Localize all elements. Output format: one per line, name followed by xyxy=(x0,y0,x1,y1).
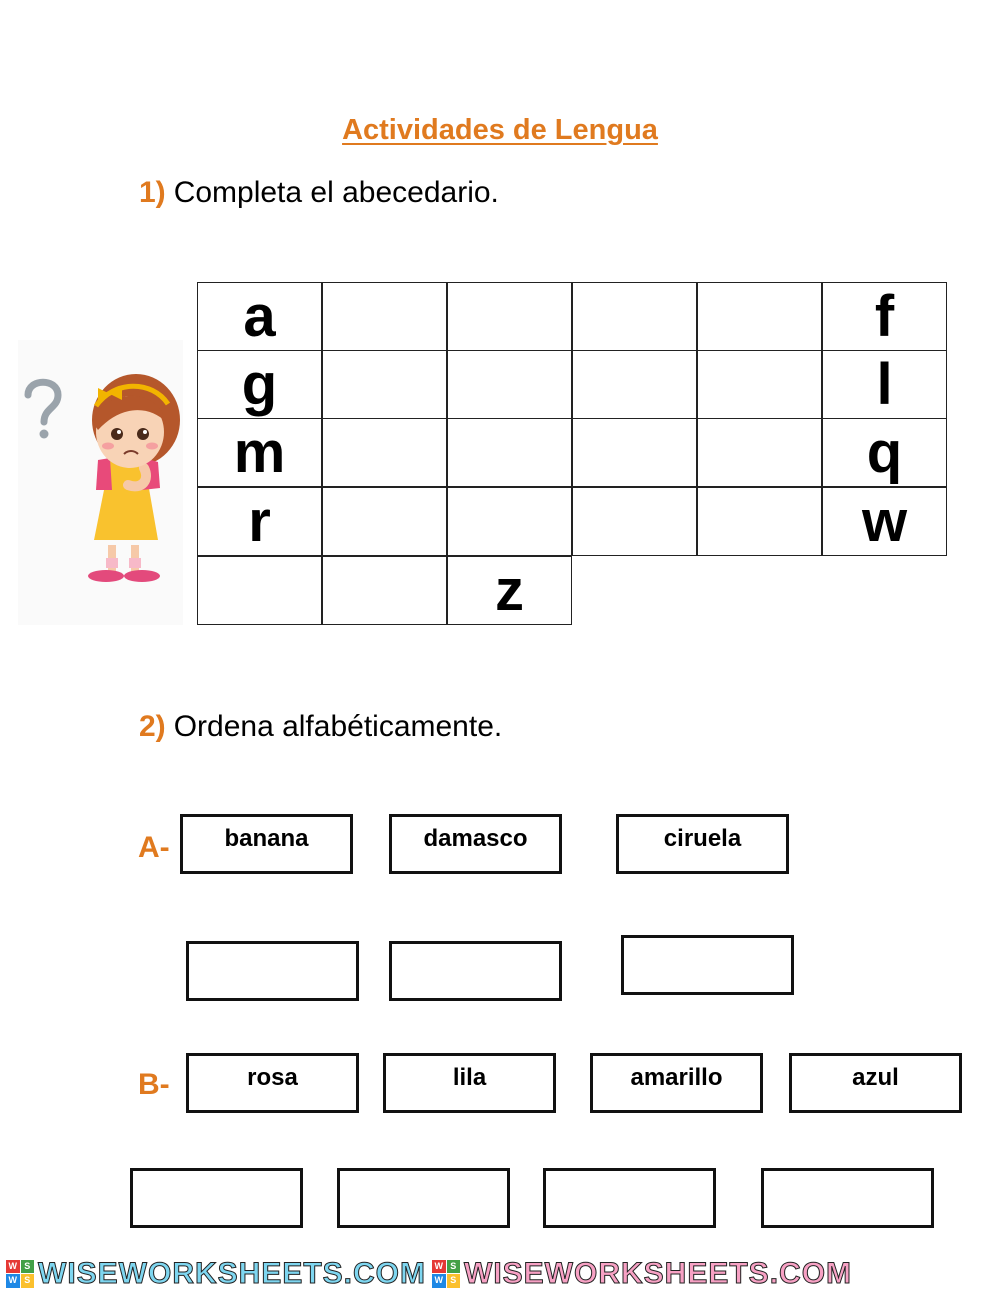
logo-flag-icon: W S W S xyxy=(432,1260,460,1288)
answer-box-b2[interactable] xyxy=(337,1168,510,1228)
grid-cell-r1c3[interactable] xyxy=(447,282,572,351)
alphabet-grid xyxy=(197,282,947,625)
section-a-label: A- xyxy=(138,831,170,864)
word-box-rosa: rosa xyxy=(186,1053,359,1113)
footer-watermark xyxy=(0,1256,1000,1291)
word-box-banana: banana xyxy=(180,814,353,874)
grid-cell-r1c4[interactable] xyxy=(572,282,697,351)
grid-cell-r2c4[interactable] xyxy=(572,350,697,419)
question-1-number: 1) xyxy=(139,176,166,209)
grid-cell-r3c4[interactable] xyxy=(572,418,697,487)
grid-cell-r2c6: l xyxy=(822,350,947,419)
question-2 xyxy=(139,710,502,744)
grid-cell-r3c2[interactable] xyxy=(322,418,447,487)
grid-cell-r4c4[interactable] xyxy=(572,487,697,556)
grid-cell-r2c3[interactable] xyxy=(447,350,572,419)
grid-cell-r3c1: m xyxy=(197,418,322,487)
grid-cell-r1c5[interactable] xyxy=(697,282,822,351)
grid-cell-r1c1: a xyxy=(197,282,322,351)
word-box-lila: lila xyxy=(383,1053,556,1113)
footer-brand-text: WISEWORKSHEETS.COM xyxy=(38,1256,427,1290)
section-b-label: B- xyxy=(138,1068,170,1101)
answer-box-a3[interactable] xyxy=(621,935,794,995)
answer-box-b1[interactable] xyxy=(130,1168,303,1228)
word-box-damasco: damasco xyxy=(389,814,562,874)
grid-cell-r4c5[interactable] xyxy=(697,487,822,556)
grid-cell-r3c6: q xyxy=(822,418,947,487)
grid-cell-r5c1[interactable] xyxy=(197,556,322,625)
answer-box-b3[interactable] xyxy=(543,1168,716,1228)
word-box-ciruela: ciruela xyxy=(616,814,789,874)
grid-cell-r4c3[interactable] xyxy=(447,487,572,556)
answer-box-b4[interactable] xyxy=(761,1168,934,1228)
grid-cell-r5c2[interactable] xyxy=(322,556,447,625)
grid-cell-r2c2[interactable] xyxy=(322,350,447,419)
page-title: Actividades de Lengua xyxy=(342,114,658,146)
grid-cell-r1c6: f xyxy=(822,282,947,351)
question-2-text: Ordena alfabéticamente. xyxy=(173,710,503,743)
grid-cell-r5c3: z xyxy=(447,556,572,625)
grid-cell-r2c5[interactable] xyxy=(697,350,822,419)
grid-cell-r4c6: w xyxy=(822,487,947,556)
question-mark-icon xyxy=(28,382,58,438)
grid-cell-r2c1: g xyxy=(197,350,322,419)
footer-logo-2 xyxy=(432,1257,852,1291)
grid-cell-r4c1: r xyxy=(197,487,322,556)
question-1-text: Completa el abecedario. xyxy=(173,176,499,209)
footer-logo-1 xyxy=(6,1257,426,1291)
word-box-azul: azul xyxy=(789,1053,962,1113)
grid-cell-r1c2[interactable] xyxy=(322,282,447,351)
answer-box-a2[interactable] xyxy=(389,941,562,1001)
question-1 xyxy=(139,176,499,210)
grid-cell-r3c5[interactable] xyxy=(697,418,822,487)
grid-cell-r4c2[interactable] xyxy=(322,487,447,556)
footer-brand-text: WISEWORKSHEETS.COM xyxy=(464,1256,853,1290)
thinking-girl-illustration xyxy=(18,340,183,625)
answer-box-a1[interactable] xyxy=(186,941,359,1001)
word-box-amarillo: amarillo xyxy=(590,1053,763,1113)
grid-cell-r3c3[interactable] xyxy=(447,418,572,487)
question-2-number: 2) xyxy=(139,710,166,743)
logo-flag-icon: W S W S xyxy=(6,1260,34,1288)
